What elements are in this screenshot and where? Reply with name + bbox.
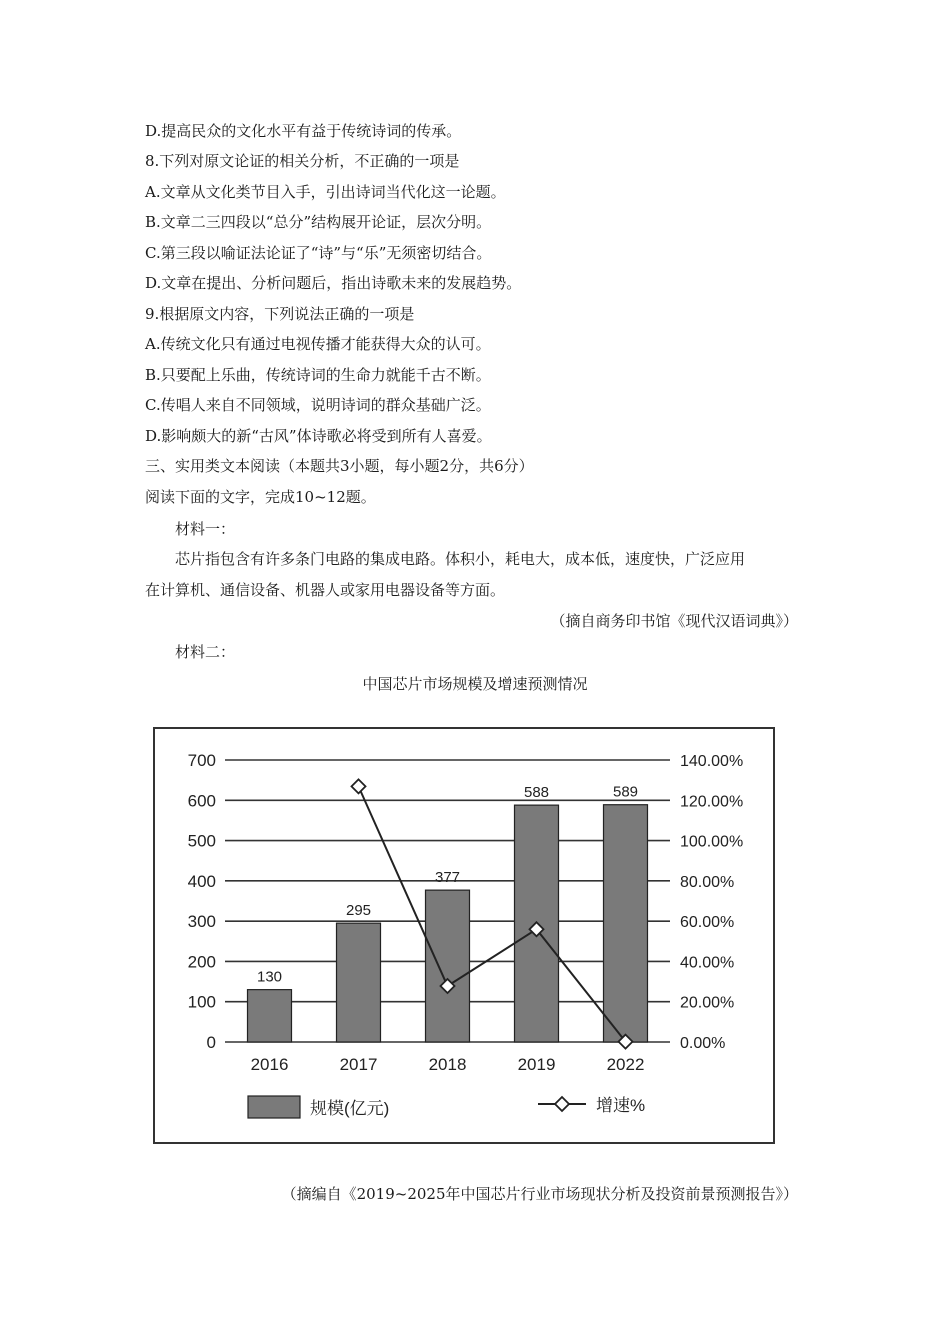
q8-option-a: A.文章从文化类节目入手，引出诗词当代化这一论题。 (145, 183, 506, 201)
x-tick-label: 2016 (250, 1055, 289, 1074)
growth-rate-point (352, 779, 366, 793)
bar-data-label: 295 (345, 902, 372, 920)
y-right-tick-label: 60.00% (680, 914, 735, 932)
y-right-tick-label: 120.00% (680, 793, 744, 811)
q8-option-d: D.文章在提出、分析问题后，指出诗歌未来的发展趋势。 (145, 274, 522, 292)
material1-label: 材料一： (175, 520, 236, 538)
chip-market-chart (150, 724, 780, 1149)
material2-label: 材料二： (175, 643, 236, 661)
legend-bar-swatch (248, 1096, 300, 1118)
material1-text-line1: 芯片指包含有许多条门电路的集成电路。体积小，耗电大，成本低，速度快，广泛应用 (175, 550, 746, 568)
chart-title: 中国芯片市场规模及增速预测情况 (362, 675, 588, 693)
q8-option-b: B.文章二三四段以“总分”结构展开论证，层次分明。 (145, 213, 492, 231)
growth-rate-line (359, 786, 626, 1041)
y-left-tick-label: 500 (187, 831, 216, 851)
y-left-tick-label: 200 (187, 952, 216, 972)
x-tick-label: 2018 (428, 1055, 467, 1074)
section3-heading: 三、实用类文本阅读（本题共3小题，每小题2分，共6分） (145, 457, 534, 475)
y-right-tick-label: 40.00% (680, 954, 735, 972)
q9-option-a: A.传统文化只有通过电视传播才能获得大众的认可。 (145, 335, 491, 353)
y-left-tick-label: 300 (187, 912, 216, 932)
y-left-tick-label: 600 (187, 791, 216, 811)
material1-text-line2: 在计算机、通信设备、机器人或家用电器设备等方面。 (145, 581, 506, 599)
q8-option-c: C.第三段以喻证法论证了“诗”与“乐”无须密切结合。 (145, 244, 492, 262)
section3-instruction: 阅读下面的文字，完成10~12题。 (145, 488, 376, 506)
y-right-tick-label: 20.00% (680, 994, 735, 1012)
legend-label-growth: 增速% (596, 1096, 646, 1115)
y-left-tick-label: 0 (206, 1033, 216, 1052)
y-right-tick-label: 80.00% (680, 873, 735, 891)
bar (248, 990, 292, 1042)
q8-stem: 8.下列对原文论证的相关分析，不正确的一项是 (145, 152, 460, 170)
y-right-tick-label: 140.00% (680, 753, 744, 770)
legend-label-scale: 规模(亿元) (310, 1099, 390, 1118)
y-left-tick-label: 400 (187, 871, 216, 891)
y-right-tick-label: 100.00% (680, 833, 744, 851)
material1-source: （摘自商务印书馆《现代汉语词典》） (550, 612, 798, 630)
bar (426, 890, 470, 1042)
q7-option-d: D.提高民众的文化水平有益于传统诗词的传承。 (145, 122, 462, 140)
q9-stem: 9.根据原文内容，下列说法正确的一项是 (145, 305, 415, 323)
legend-marker-swatch (555, 1097, 569, 1111)
q9-option-c: C.传唱人来自不同领域，说明诗词的群众基础广泛。 (145, 396, 491, 414)
bar-data-label: 130 (256, 968, 283, 986)
q9-option-b: B.只要配上乐曲，传统诗词的生命力就能千古不断。 (145, 366, 491, 384)
x-tick-label: 2019 (517, 1055, 556, 1074)
bar (337, 923, 381, 1042)
bar-data-label: 377 (434, 869, 461, 887)
y-left-tick-label: 700 (187, 751, 216, 770)
bar (604, 805, 648, 1042)
q9-option-d: D.影响颇大的新“古风”体诗歌必将受到所有人喜爱。 (145, 427, 492, 445)
y-left-tick-label: 100 (187, 992, 216, 1012)
bar-data-label: 589 (612, 783, 639, 801)
material2-source: （摘编自《2019~2025年中国芯片行业市场现状分析及投资前景预测报告》） (281, 1185, 798, 1203)
x-tick-label: 2022 (606, 1055, 645, 1074)
bar-data-label: 588 (523, 784, 550, 802)
x-tick-label: 2017 (339, 1055, 378, 1074)
y-right-tick-label: 0.00% (680, 1035, 726, 1052)
